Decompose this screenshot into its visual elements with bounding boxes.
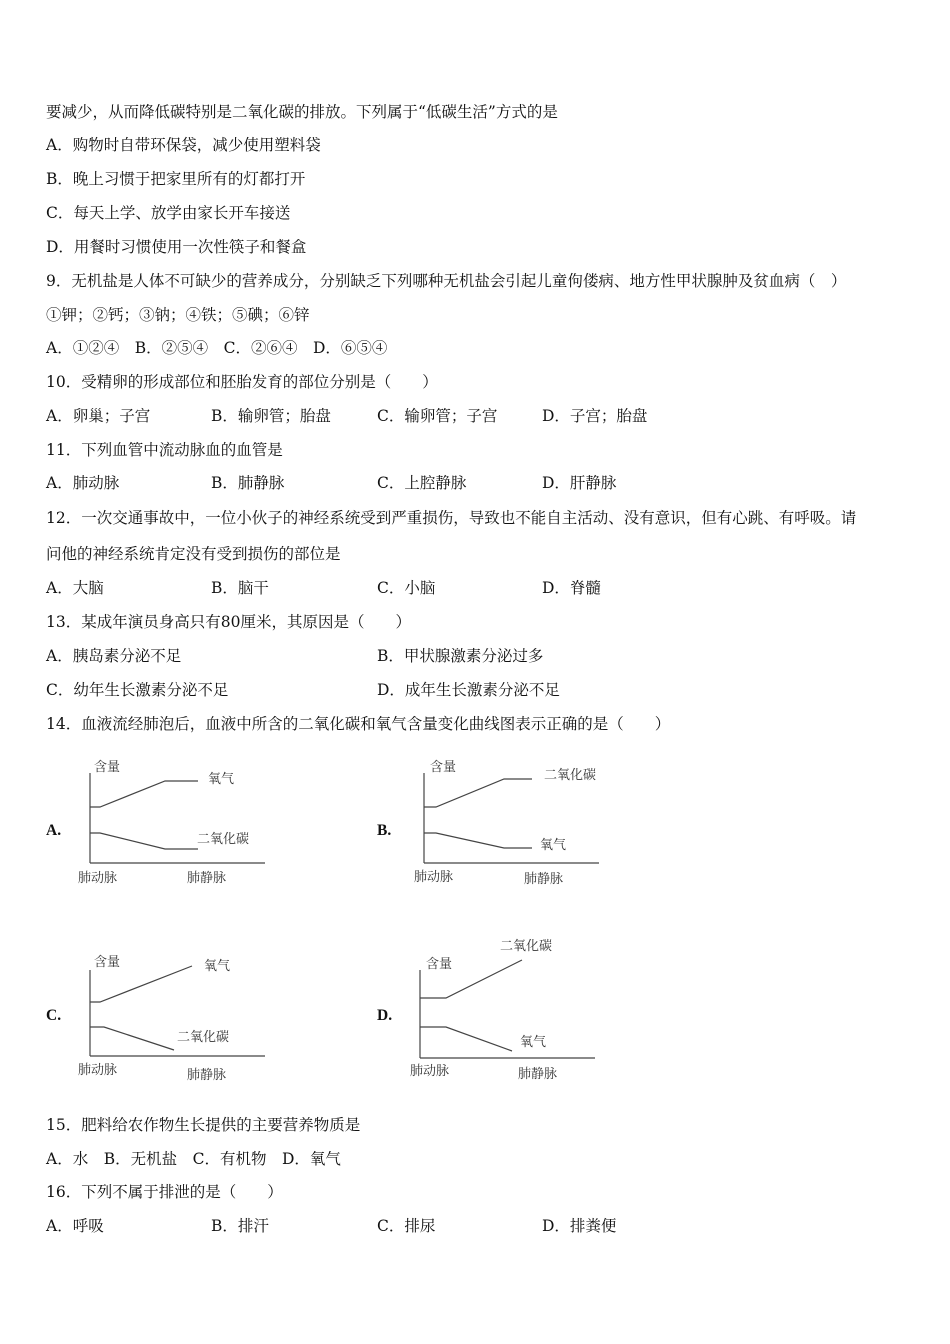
graph-b-x-end: 肺静脉 [524, 872, 564, 887]
line-intro: 要减少，从而降低碳特别是二氧化碳的排放。下列属于“低碳生活”方式的是 [46, 103, 558, 121]
q11-option-b: B．肺静脉 [211, 474, 285, 492]
q9-options: A．①②④ B．②⑤④ C．②⑥④ D．⑥⑤④ [46, 339, 388, 357]
q8-option-b: B．晚上习惯于把家里所有的灯都打开 [46, 170, 306, 188]
graph-a-x-end: 肺静脉 [187, 871, 227, 886]
q8-option-c: C．每天上学、放学由家长开车接送 [46, 204, 291, 222]
q12-option-a: A．大脑 [46, 579, 104, 597]
q13-stem: 13．某成年演员身高只有80厘米，其原因是（ ） [46, 613, 411, 631]
q11-option-a: A．肺动脉 [46, 474, 120, 492]
q11-option-d: D．肝静脉 [542, 474, 617, 492]
graph-d-x-end: 肺静脉 [518, 1067, 558, 1082]
graph-a-co2-curve [90, 833, 198, 849]
graph-d-x-start: 肺动脉 [410, 1064, 450, 1079]
q13-option-a: A．胰岛素分泌不足 [46, 647, 182, 665]
q16-stem: 16．下列不属于排泄的是（ ） [46, 1183, 283, 1201]
q16-option-b: B．排汗 [211, 1217, 269, 1235]
graph-d-oxygen-curve [420, 1027, 512, 1051]
q12-stem: 12．一次交通事故中，一位小伙子的神经系统受到严重损伤，导致也不能自主活动、没有意识，但有心跳、有呼吸。请 [46, 509, 857, 527]
graph-a-x-start: 肺动脉 [78, 871, 118, 886]
graph-b-oxygen-label: 氧气 [540, 838, 567, 853]
graph-c-label: C. [46, 1007, 62, 1024]
q16-option-a: A．呼吸 [46, 1217, 104, 1235]
graph-b-x-start: 肺动脉 [414, 870, 454, 885]
graph-b [404, 755, 624, 890]
graph-a-co2-label: 二氧化碳 [197, 832, 250, 847]
graph-d-oxygen-label: 氧气 [520, 1035, 547, 1050]
q10-option-d: D．子宫；胎盘 [542, 407, 648, 425]
graph-d [400, 932, 620, 1087]
graph-d-y-label: 含量 [426, 957, 453, 972]
q16-option-c: C．排尿 [377, 1217, 436, 1235]
graph-c-oxygen-curve [90, 966, 192, 1002]
q8-option-d: D．用餐时习惯使用一次性筷子和餐盒 [46, 238, 307, 256]
graph-a [70, 755, 290, 890]
graph-b-oxygen-curve [424, 833, 532, 848]
graph-c-co2-curve [90, 1027, 174, 1050]
graph-c-oxygen-label: 氧气 [204, 959, 231, 974]
q12-option-b: B．脑干 [211, 579, 269, 597]
graph-a-oxygen-curve [90, 781, 198, 807]
q12-option-d: D．脊髓 [542, 579, 601, 597]
graph-d-co2-label: 二氧化碳 [500, 939, 553, 954]
q10-option-c: C．输卵管；子宫 [377, 407, 498, 425]
q16-option-d: D．排粪便 [542, 1217, 617, 1235]
graph-b-y-label: 含量 [430, 760, 457, 775]
q10-stem: 10．受精卵的形成部位和胚胎发育的部位分别是（ ） [46, 373, 438, 391]
graph-b-label: B. [377, 822, 392, 839]
graph-b-co2-label: 二氧化碳 [544, 768, 597, 783]
q11-stem: 11．下列血管中流动脉血的血管是 [46, 441, 283, 459]
q8-option-a: A．购物时自带环保袋，减少使用塑料袋 [46, 136, 321, 154]
q10-option-b: B．输卵管；胎盘 [211, 407, 331, 425]
q13-option-b: B．甲状腺激素分泌过多 [377, 647, 544, 665]
graph-c-co2-label: 二氧化碳 [177, 1030, 230, 1045]
q9-stem: 9．无机盐是人体不可缺少的营养成分，分别缺乏下列哪种无机盐会引起儿童佝偻病、地方性甲状腺肿及贫血病（ ） [46, 272, 847, 290]
q9-substances: ①钾；②钙；③钠；④铁；⑤碘；⑥锌 [46, 306, 310, 324]
graph-a-y-label: 含量 [94, 760, 121, 775]
graph-a-label: A. [46, 822, 62, 839]
q15-options: A．水 B．无机盐 C．有机物 D．氧气 [46, 1150, 341, 1168]
q10-option-a: A．卵巢；子宫 [46, 407, 151, 425]
graph-b-co2-curve [424, 779, 532, 807]
graph-c [70, 950, 290, 1085]
q12-stem-cont: 问他的神经系统肯定没有受到损伤的部位是 [46, 545, 341, 563]
graph-c-y-label: 含量 [94, 955, 121, 970]
q12-option-c: C．小脑 [377, 579, 436, 597]
q13-option-c: C．幼年生长激素分泌不足 [46, 681, 229, 699]
graph-a-oxygen-label: 氧气 [208, 772, 235, 787]
graph-c-x-end: 肺静脉 [187, 1068, 227, 1083]
q11-option-c: C．上腔静脉 [377, 474, 467, 492]
graph-d-label: D. [377, 1007, 393, 1024]
q13-option-d: D．成年生长激素分泌不足 [377, 681, 560, 699]
q14-stem: 14．血液流经肺泡后，血液中所含的二氧化碳和氧气含量变化曲线图表示正确的是（ ） [46, 715, 671, 733]
graph-c-x-start: 肺动脉 [78, 1063, 118, 1078]
q15-stem: 15．肥料给农作物生长提供的主要营养物质是 [46, 1116, 361, 1134]
